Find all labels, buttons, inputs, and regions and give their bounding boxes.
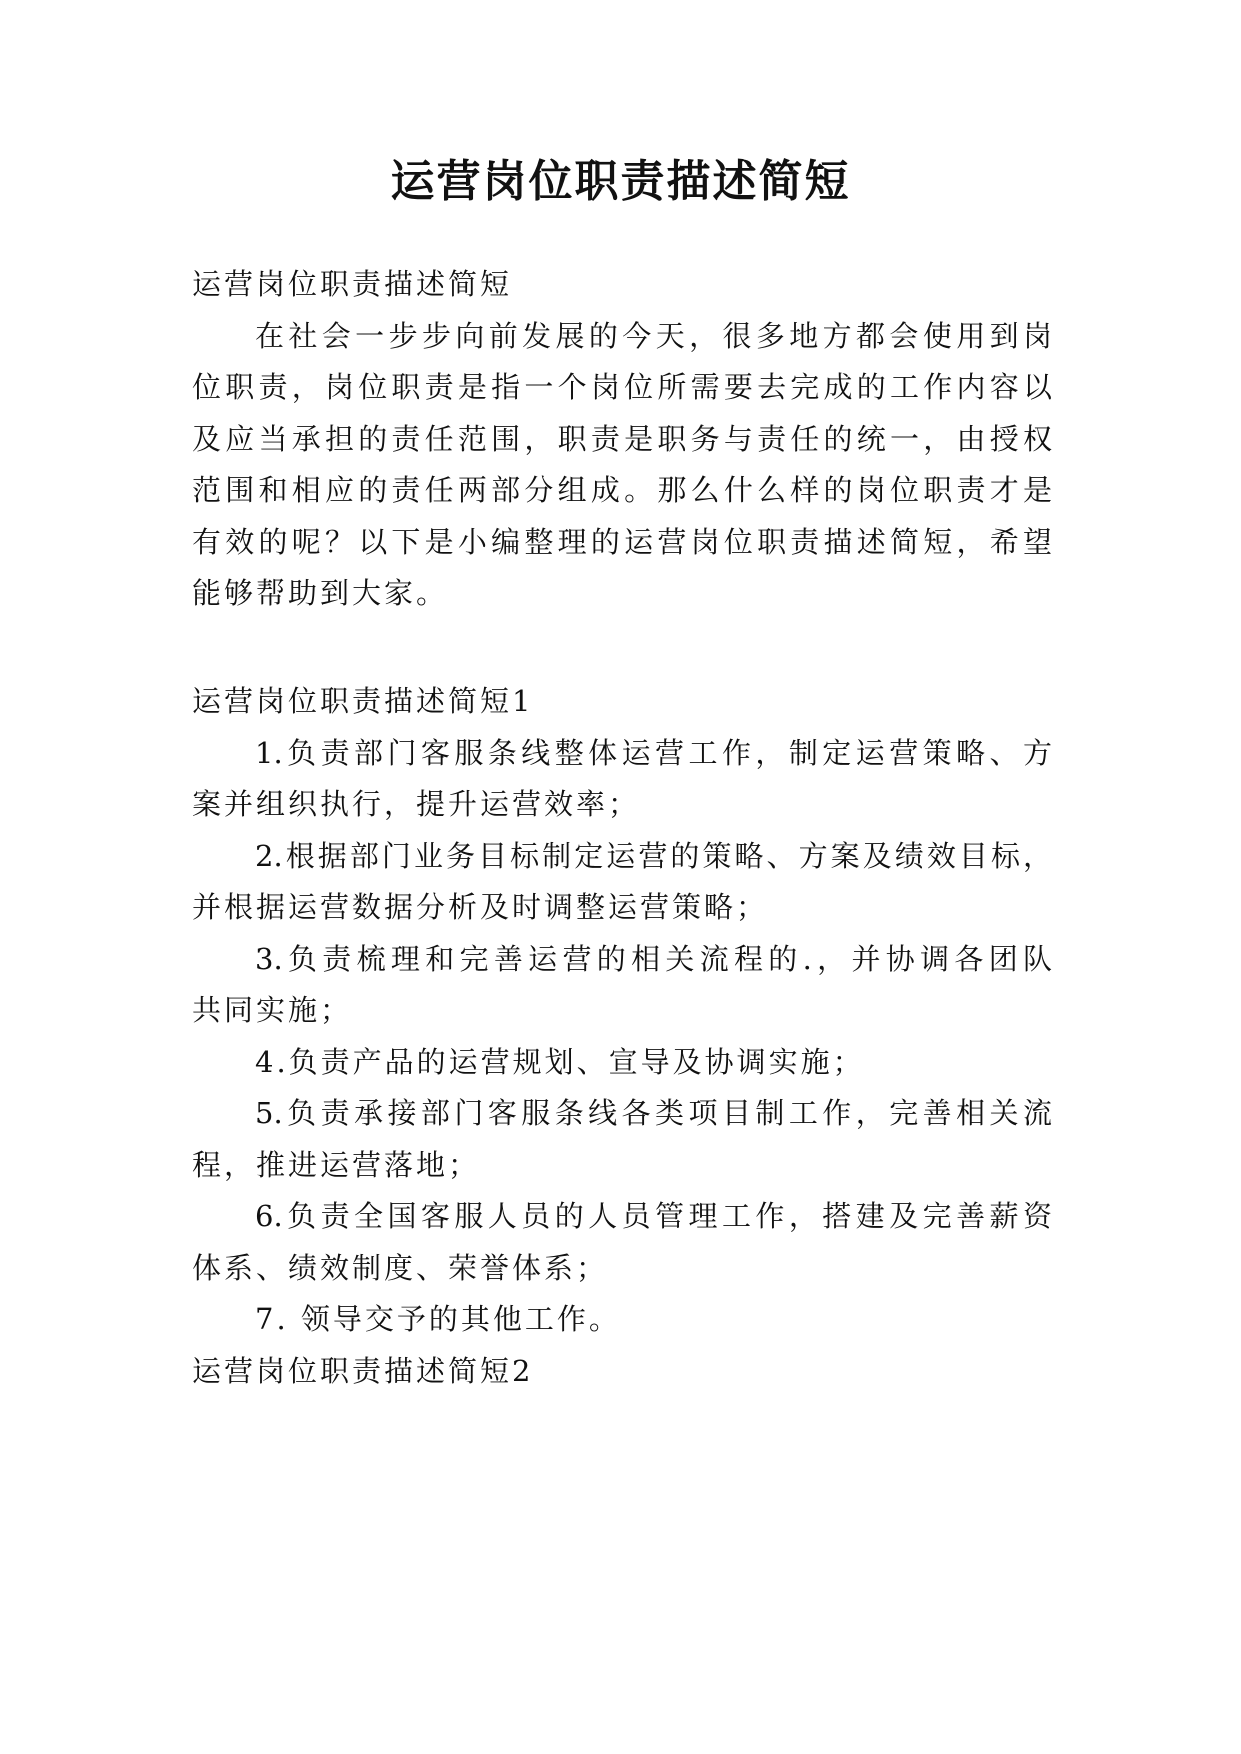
intro-paragraph-line: 位职责，岗位职责是指一个岗位所需要去完成的工作内容以 <box>192 370 1052 404</box>
duty-item-line: 4.负责产品的运营规划、宣导及协调实施； <box>255 1045 865 1079</box>
intro-heading: 运营岗位职责描述简短 <box>192 267 513 301</box>
duty-item-line: 7. 领导交予的其他工作。 <box>255 1302 621 1336</box>
intro-paragraph-line: 范围和相应的责任两部分组成。那么什么样的岗位职责才是 <box>192 473 1052 507</box>
duty-item-line: 1.负责部门客服条线整体运营工作，制定运营策略、方 <box>255 736 1052 770</box>
duty-item-line: 5.负责承接部门客服条线各类项目制工作，完善相关流 <box>255 1096 1052 1130</box>
section-heading-1: 运营岗位职责描述简短1 <box>192 684 534 718</box>
duty-item-line: 体系、绩效制度、荣誉体系； <box>192 1251 609 1285</box>
duty-item-line: 程，推进运营落地； <box>192 1148 481 1182</box>
document-title: 运营岗位职责描述简短 <box>390 156 851 207</box>
duty-item-line: 案并组织执行，提升运营效率； <box>192 787 641 821</box>
duty-item-line: 2.根据部门业务目标制定运营的策略、方案及绩效目标， <box>255 839 1052 873</box>
section-heading-2: 运营岗位职责描述简短2 <box>192 1354 534 1388</box>
duty-item-line: 6.负责全国客服人员的人员管理工作，搭建及完善薪资 <box>255 1199 1052 1233</box>
intro-paragraph-line: 在社会一步步向前发展的今天，很多地方都会使用到岗 <box>255 319 1052 353</box>
duty-item-line: 并根据运营数据分析及时调整运营策略； <box>192 890 769 924</box>
intro-paragraph-line: 有效的呢？以下是小编整理的运营岗位职责描述简短，希望 <box>192 525 1052 559</box>
intro-paragraph-line: 及应当承担的责任范围，职责是职务与责任的统一，由授权 <box>192 422 1052 456</box>
duty-item-line: 共同实施； <box>192 993 353 1027</box>
duty-item-line: 3.负责梳理和完善运营的相关流程的.，并协调各团队 <box>255 942 1052 976</box>
intro-paragraph-line: 能够帮助到大家。 <box>192 576 449 610</box>
